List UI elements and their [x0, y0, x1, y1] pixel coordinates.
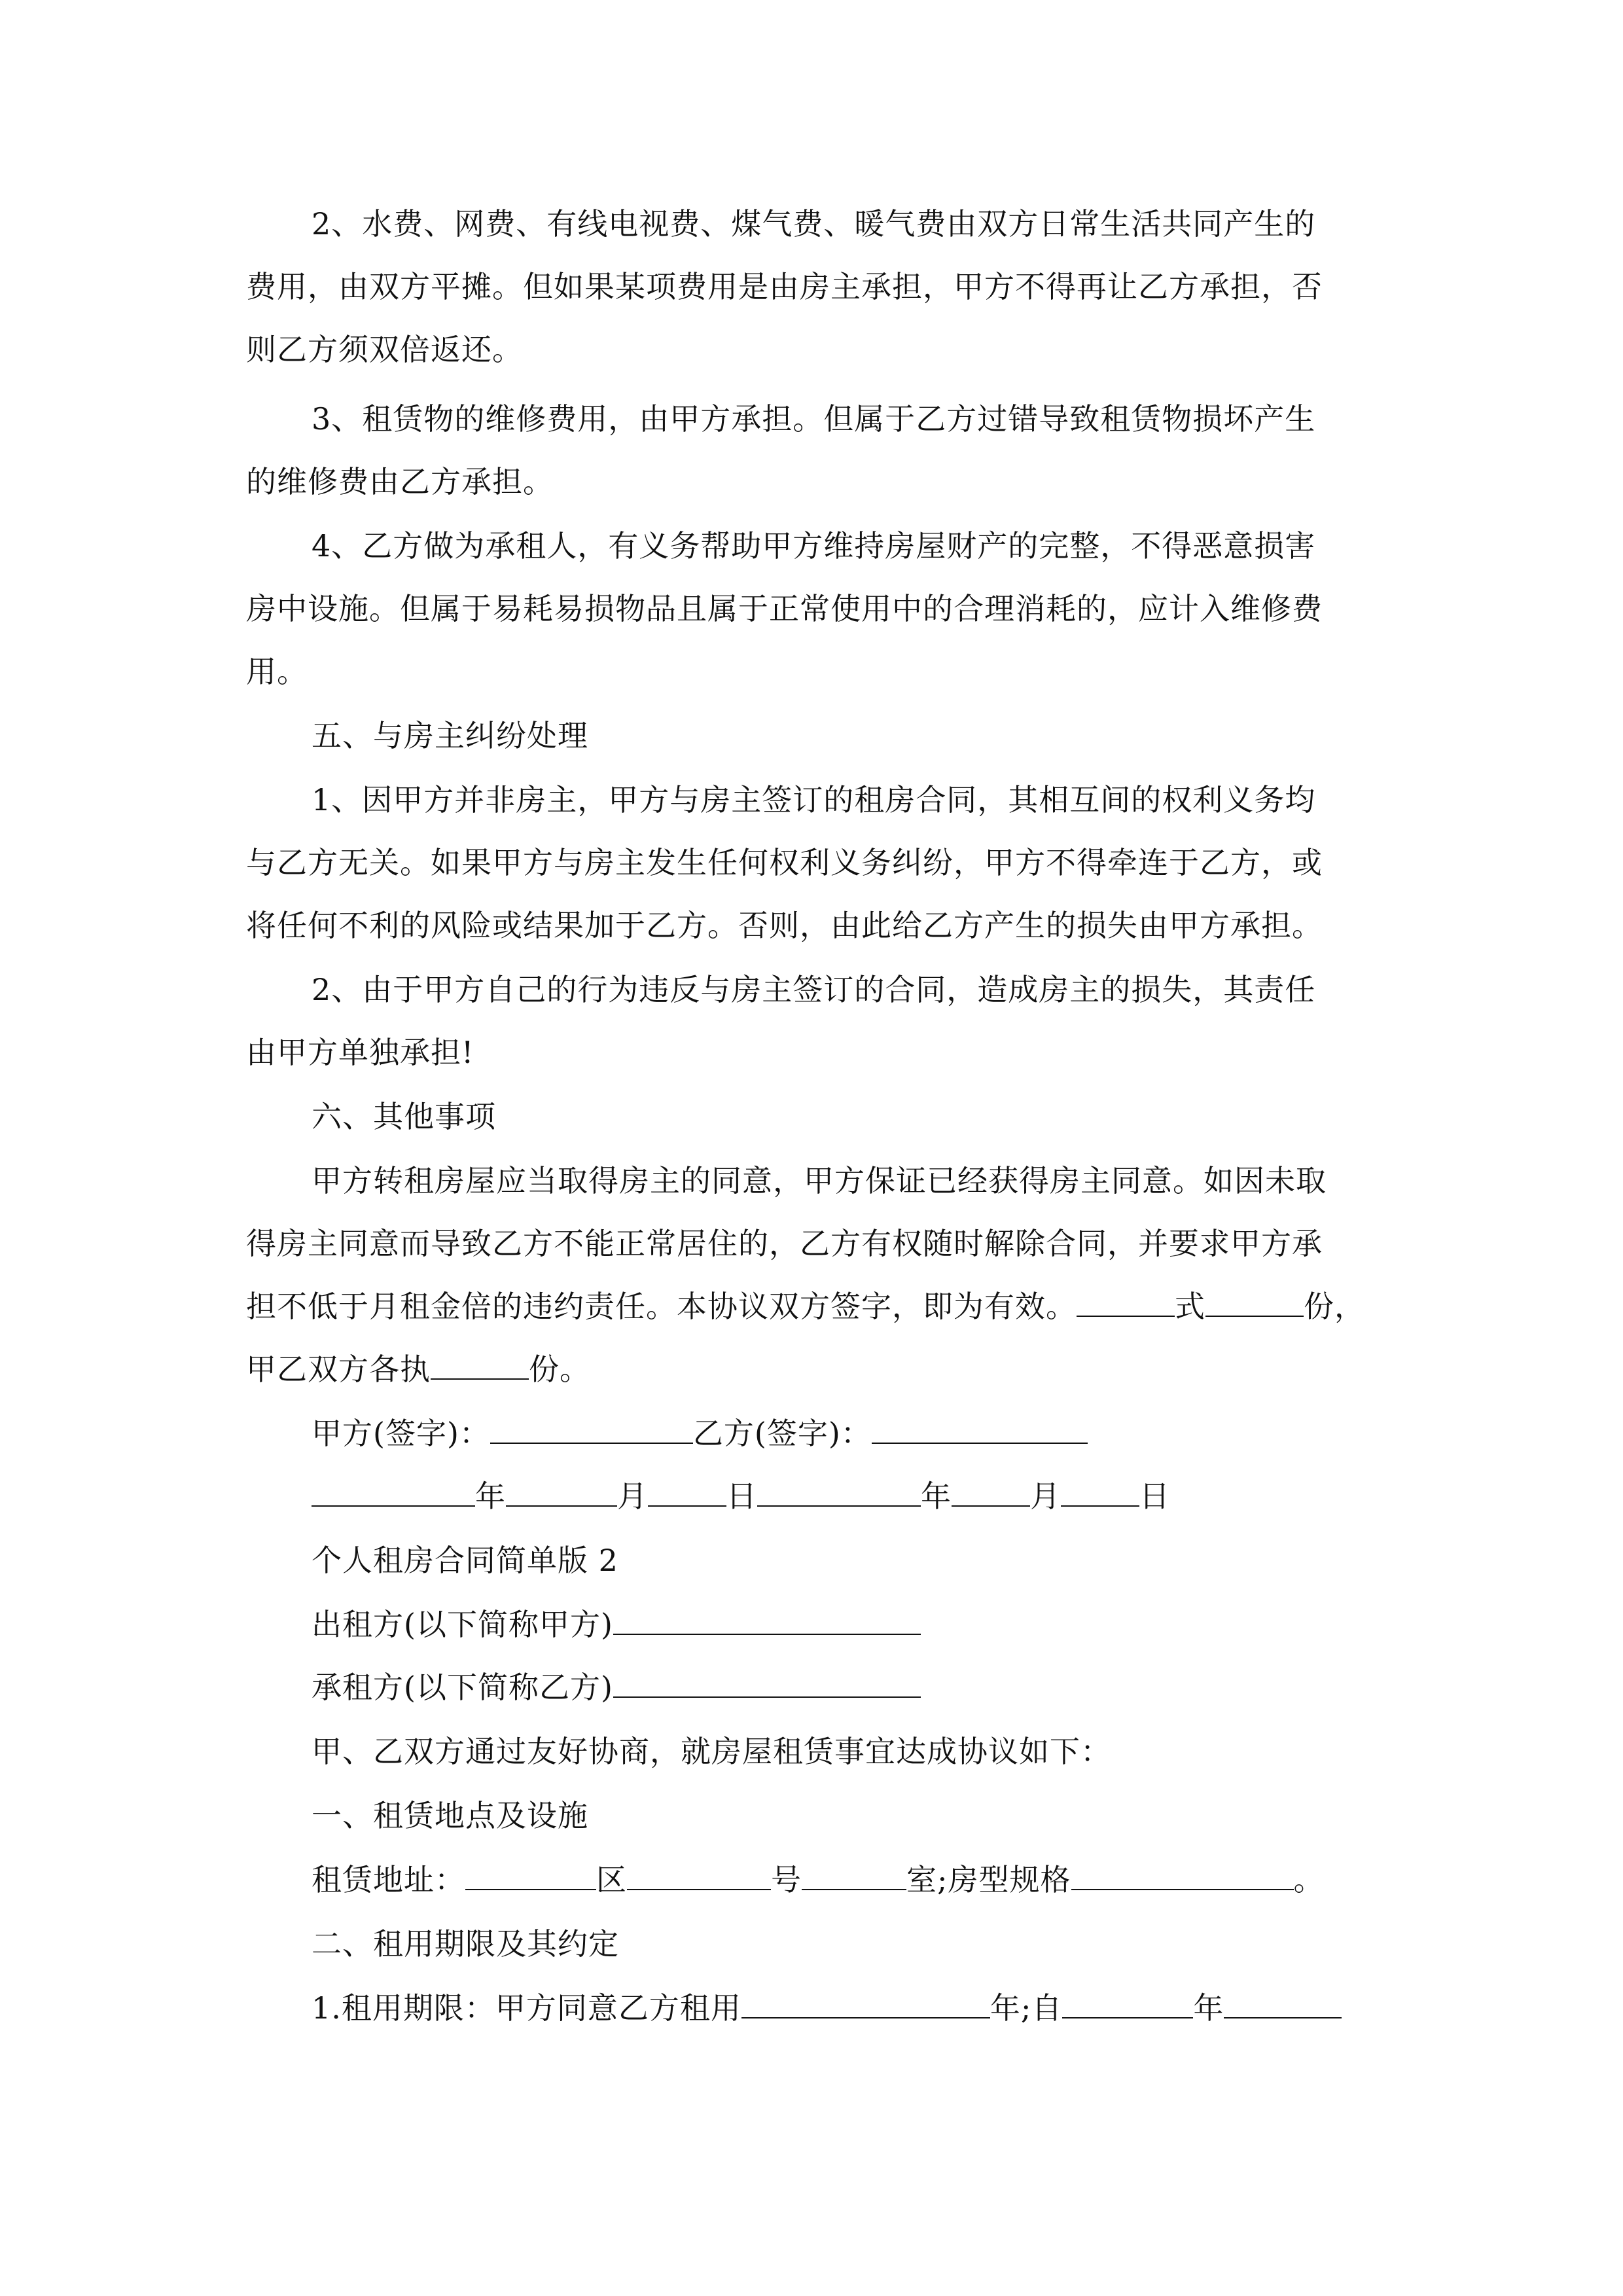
party-a-signature-blank[interactable] [490, 1414, 693, 1444]
para-line: 2、水费、网费、有线电视费、煤气费、暖气费由双方日常生活共同产生的 [312, 206, 1316, 242]
address-district-blank[interactable] [465, 1860, 596, 1890]
section-heading: 六、其他事项 [312, 1099, 496, 1134]
para-line: 甲方转租房屋应当取得房主的同意，甲方保证已经获得房主同意。如因未取 [312, 1163, 1327, 1198]
address-room-blank[interactable] [802, 1860, 906, 1890]
party-b-label: 乙方(签字)： [692, 1416, 872, 1451]
para-line: 将任何不利的风险或结果加于乙方。否则，由此给乙方产生的损失由甲方承担。 [246, 908, 1323, 943]
year-blank[interactable] [757, 1477, 921, 1507]
start-month-blank[interactable] [1224, 1988, 1342, 2018]
period: 。 [1293, 1862, 1325, 1897]
month-blank[interactable] [506, 1477, 617, 1507]
text-segment: 份。 [529, 1352, 590, 1387]
signature-line [312, 1414, 1088, 1453]
lessee-line [312, 1668, 921, 1707]
address-line [312, 1860, 1325, 1899]
text-segment: 甲乙双方各执 [246, 1352, 431, 1387]
term-from-label: 年;自 [990, 1990, 1063, 2026]
month-label: 月 [1030, 1479, 1061, 1514]
para-line: 则乙方须双倍返还。 [246, 332, 523, 367]
lessee-blank[interactable] [613, 1668, 921, 1698]
address-number-blank[interactable] [627, 1860, 771, 1890]
party-b-signature-blank[interactable] [872, 1414, 1088, 1444]
term-line [312, 1988, 1342, 2028]
para-line: 4、乙方做为承租人，有义务帮助甲方维持房屋财产的完整，不得恶意损害 [312, 528, 1316, 564]
fill-in-blank[interactable] [1205, 1287, 1304, 1317]
year-label: 年 [921, 1479, 952, 1514]
para-line: 2、由于甲方自己的行为违反与房主签订的合同，造成房主的损失，其责任 [312, 972, 1316, 1007]
day-label: 日 [1139, 1479, 1170, 1514]
para-line: 由甲方单独承担! [246, 1035, 474, 1070]
room-label: 室;房型规格 [906, 1862, 1071, 1897]
lessor-blank[interactable] [613, 1605, 921, 1635]
address-label: 租赁地址： [312, 1862, 465, 1897]
district-label: 区 [596, 1862, 627, 1897]
para-line: 与乙方无关。如果甲方与房主发生任何权利义务纠纷，甲方不得牵连于乙方，或 [246, 845, 1323, 880]
section-heading: 一、租赁地点及设施 [312, 1798, 588, 1833]
party-a-label: 甲方(签字)： [312, 1416, 490, 1451]
year-label: 年 [475, 1479, 506, 1514]
number-label: 号 [771, 1862, 802, 1897]
section-heading: 五、与房主纠纷处理 [312, 718, 588, 753]
para-line: 房中设施。但属于易耗易损物品且属于正常使用中的合理消耗的，应计入维修费 [246, 591, 1323, 626]
room-spec-blank[interactable] [1071, 1860, 1294, 1890]
para-line: 的维修费由乙方承担。 [246, 464, 554, 499]
para-line: 1、因甲方并非房主，甲方与房主签订的租房合同，其相互间的权利义务均 [312, 782, 1316, 817]
start-year-blank[interactable] [1062, 1988, 1193, 2018]
year-label: 年 [1193, 1990, 1224, 2026]
month-blank[interactable] [952, 1477, 1030, 1507]
section-heading: 二、租用期限及其约定 [312, 1926, 619, 1962]
lessor-label: 出租方(以下简称甲方) [312, 1607, 613, 1642]
lessor-line [312, 1605, 921, 1644]
para-line: 用。 [246, 654, 308, 689]
date-line [312, 1477, 1170, 1516]
para-line: 甲、乙双方通过友好协商，就房屋租赁事宜达成协议如下： [312, 1734, 1111, 1769]
para-line: 得房主同意而导致乙方不能正常居住的，乙方有权随时解除合同，并要求甲方承 [246, 1226, 1323, 1261]
contract-title: 个人租房合同简单版 2 [312, 1543, 618, 1578]
para-line-with-blanks [246, 1350, 590, 1389]
para-line: 费用，由双方平摊。但如果某项费用是由房主承担，甲方不得再让乙方承担，否 [246, 269, 1323, 304]
fill-in-blank[interactable] [1077, 1287, 1175, 1317]
text-segment: 式 [1175, 1289, 1205, 1324]
month-label: 月 [617, 1479, 648, 1514]
day-label: 日 [726, 1479, 757, 1514]
lessee-label: 承租方(以下简称乙方) [312, 1670, 613, 1705]
year-blank[interactable] [312, 1477, 475, 1507]
day-blank[interactable] [1061, 1477, 1139, 1507]
day-blank[interactable] [648, 1477, 726, 1507]
term-label: 1.租用期限：甲方同意乙方租用 [312, 1990, 741, 2026]
text-segment: 份， [1304, 1289, 1365, 1324]
fill-in-blank[interactable] [431, 1350, 529, 1380]
para-line-with-blanks [246, 1287, 1365, 1326]
term-years-blank[interactable] [741, 1988, 990, 2018]
para-line: 3、租赁物的维修费用，由甲方承担。但属于乙方过错导致租赁物损坏产生 [312, 401, 1316, 437]
text-segment: 担不低于月租金倍的违约责任。本协议双方签字，即为有效。 [246, 1289, 1077, 1324]
